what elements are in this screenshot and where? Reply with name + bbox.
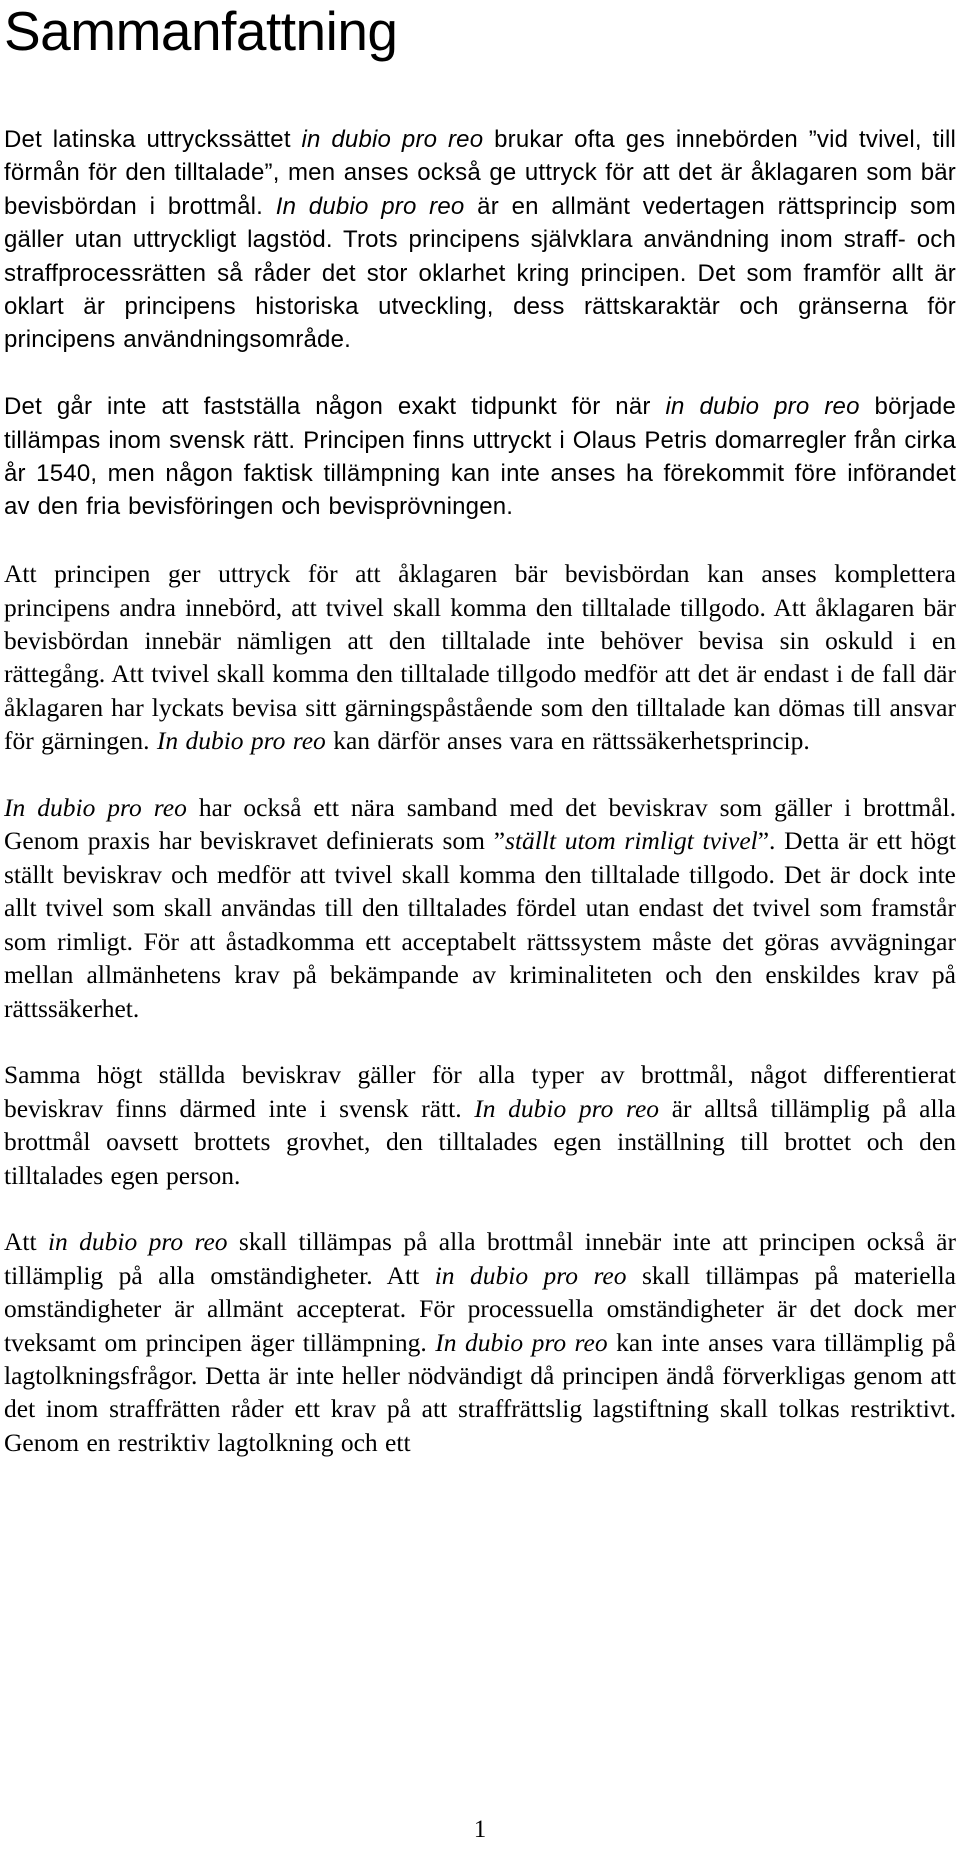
paragraph-3-segment-3: kan därför anses vara en rättssäkerhetsprincip. [325,726,810,756]
paragraph-6-segment-7: kan inte anses vara tillämplig på lagtolkningsfrågor. Detta är inte heller nödvändigt då principen ändå förverkligas genom att det inom straffrätten råder ett krav på att straffrättslig lagstiftning skall tolkas restriktivt. Genom en restriktiv lagtolkning och ett [4,1327,956,1457]
paragraph-4-segment-3: ställt utom rimligt tvivel [505,826,758,856]
paragraph-6-segment-4: in dubio pro reo [434,1260,627,1290]
paragraph-3-segment-2: In dubio pro reo [156,726,326,756]
paragraph-1-segment-5: är en allmänt vedertagen rättsprincip som gäller utan uttryckligt lagstöd. Trots principens självklara användning inom straff- och straffprocessrätten så råder det stor oklarhet kring principen. Det som framför allt är oklart är principens historiska utveckling, dess rättskaraktär och gränserna för principens användningsområde. [4,192,956,354]
paragraph-5-segment-3: är alltså tillämplig på alla brottmål oavsett brottets grovhet, den tilltalades egen inställning till brottet och den tilltalades egen person. [4,1093,956,1190]
paragraph-1-segment-4: In dubio pro reo [275,192,465,220]
paragraph-1-segment-3: brukar ofta ges innebörden ”vid tvivel, till förmån för den tilltalade”, men anses också ge uttryck för att det är åklagaren som bär bevisbördan i brottmål. [4,126,957,220]
paragraph-6-segment-1: Att [4,1227,48,1257]
page-title: Sammanfattning [4,0,398,62]
paragraph-1-segment-1: Det latinska uttryckssättet [4,126,302,153]
paragraph-5 [4,1058,956,1192]
paragraph-4 [4,791,956,1025]
page-number: 1 [473,1816,487,1843]
paragraph-4-segment-1: In dubio pro reo [4,793,187,823]
document-body [4,123,956,1459]
paragraph-6-segment-6: In dubio pro reo [435,1327,608,1357]
paragraph-3-segment-1: Att principen ger uttryck för att åklagaren bär bevisbördan kan anses komplettera principens andra innebörd, att tvivel skall komma den tilltalade tillgodo. Att åklagaren bär bevisbördan innebär nämligen att den tilltalade inte behöver bevisa sin oskuld i en rättegång. Att tvivel skall komma den tilltalade tillgodo medför att det är endast i de fall där åklagaren har lyckats bevisa sitt gärningspåstående som den tilltalade kan dömas till ansvar för gärningen. [4,559,956,756]
paragraph-6-segment-2: in dubio pro reo [47,1227,228,1257]
paragraph-3 [4,557,956,757]
paragraph-1 [4,123,956,357]
paragraph-5-segment-2: In dubio pro reo [474,1093,660,1123]
paragraph-6-segment-5: skall tillämpas på materiella omständigheter är allmänt accepterat. För processuella omständigheter är det dock mer tveksamt om principen äger tillämpning. [4,1260,956,1357]
paragraph-6 [4,1225,956,1459]
paragraph-4-segment-2: har också ett nära samband med det beviskrav som gäller i brottmål. Genom praxis har beviskravet definierats som ” [4,793,956,856]
paragraph-2 [4,390,956,524]
paragraph-6-segment-3: skall tillämpas på alla brottmål innebär inte att principen också är tillämplig på alla omständigheter. Att [4,1227,956,1290]
paragraph-5-segment-1: Samma högt ställda beviskrav gäller för alla typer av brottmål, något differentierat beviskrav finns därmed inte i svensk rätt. [4,1060,956,1123]
paragraph-2-segment-3: började tillämpas inom svensk rätt. Principen finns uttryckt i Olaus Petris domarregler från cirka år 1540, men någon faktisk tillämpning kan inte anses ha förekommit före införandet av den fria bevisföringen och bevisprövningen. [4,393,956,521]
paragraph-2-segment-2: in dubio pro reo [665,393,860,421]
paragraph-4-segment-4: ”. Detta är ett högt ställt beviskrav och medför att tvivel skall komma den tilltalade tillgodo. Det är dock inte allt tvivel som skall användas till den tilltalades fördel utan endast det tvivel som framstår som rimligt. För att åstadkomma ett acceptabelt rättssystem måste det göras avvägningar mellan allmänhetens krav på bekämpande av kriminaliteten och den enskildes krav på rättssäkerhet. [4,826,957,1023]
paragraph-1-segment-2: in dubio pro reo [301,126,484,153]
paragraph-2-segment-1: Det går inte att fastställa någon exakt tidpunkt för när [4,393,666,421]
